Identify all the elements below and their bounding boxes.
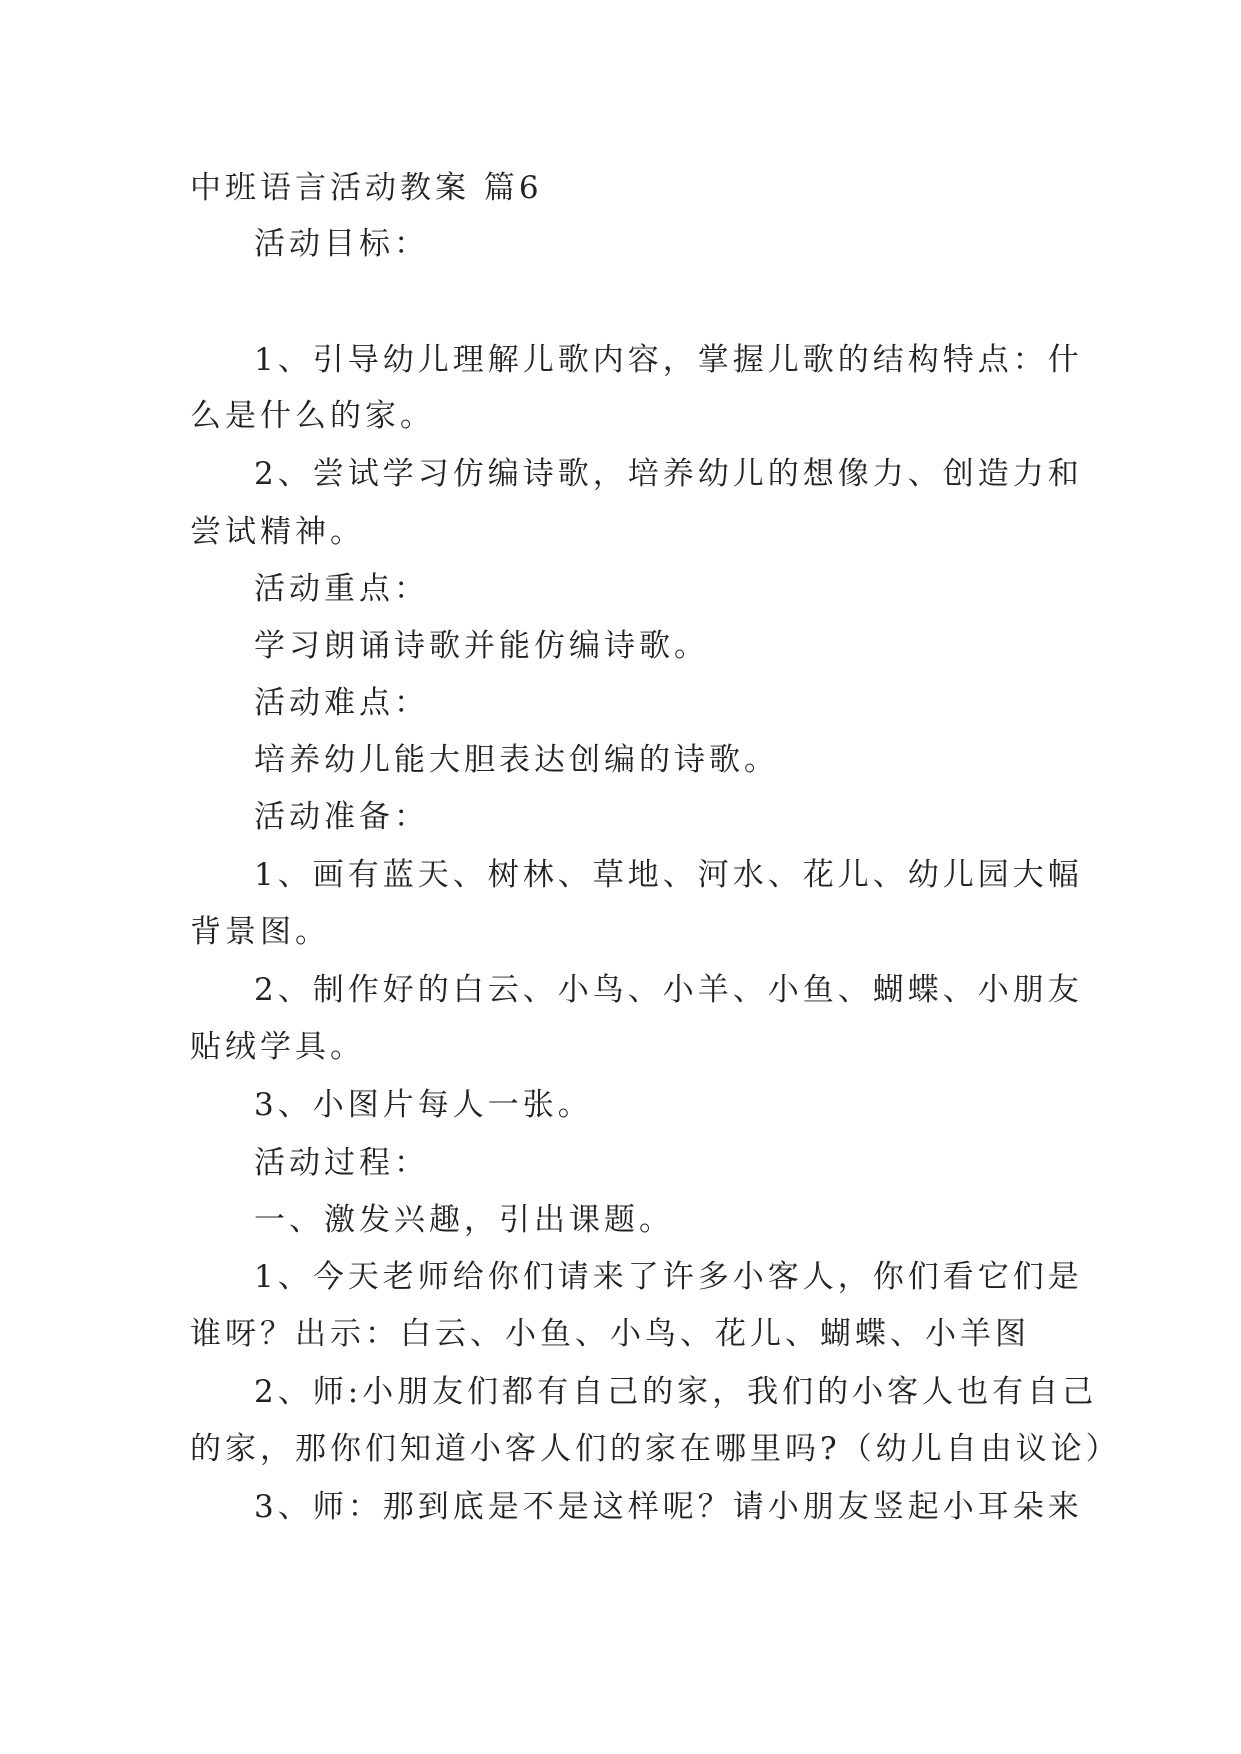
paragraph-line: 的家，那你们知道小客人们的家在哪里吗?（幼儿自由议论） (190, 1431, 1121, 1467)
paragraph-line: 谁呀？出示：白云、小鱼、小鸟、花儿、蝴蝶、小羊图 (190, 1316, 1030, 1352)
paragraph-line: 一、激发兴趣，引出课题。 (254, 1202, 674, 1238)
paragraph-line: 1、画有蓝天、树林、草地、河水、花儿、幼儿园大幅 (254, 857, 1083, 893)
paragraph-line: 3、小图片每人一张。 (254, 1087, 593, 1123)
paragraph-line: 2、制作好的白云、小鸟、小羊、小鱼、蝴蝶、小朋友 (254, 972, 1083, 1008)
paragraph-line: 背景图。 (190, 914, 330, 950)
document-title: 中班语言活动教案 篇6 (190, 170, 543, 206)
paragraph-line: 2、师:小朋友们都有自己的家，我们的小客人也有自己 (254, 1374, 1098, 1410)
section-heading-key-points: 活动重点： (254, 571, 429, 607)
paragraph-line: 3、师：那到底是不是这样呢？请小朋友竖起小耳朵来 (254, 1489, 1083, 1525)
section-heading-goals: 活动目标： (254, 226, 429, 262)
section-heading-preparation: 活动准备： (254, 799, 429, 835)
paragraph-line: 贴绒学具。 (190, 1029, 365, 1065)
paragraph-line: 1、今天老师给你们请来了许多小客人，你们看它们是 (254, 1259, 1083, 1295)
section-heading-difficulties: 活动难点： (254, 685, 429, 721)
paragraph-line: 么是什么的家。 (190, 398, 435, 434)
section-heading-process: 活动过程： (254, 1145, 429, 1181)
paragraph-line: 尝试精神。 (190, 514, 365, 550)
paragraph-line: 2、尝试学习仿编诗歌，培养幼儿的想像力、创造力和 (254, 456, 1083, 492)
paragraph-line: 培养幼儿能大胆表达创编的诗歌。 (254, 742, 779, 778)
paragraph-line: 1、引导幼儿理解儿歌内容，掌握儿歌的结构特点：什 (254, 342, 1083, 378)
paragraph-line: 学习朗诵诗歌并能仿编诗歌。 (254, 628, 709, 664)
